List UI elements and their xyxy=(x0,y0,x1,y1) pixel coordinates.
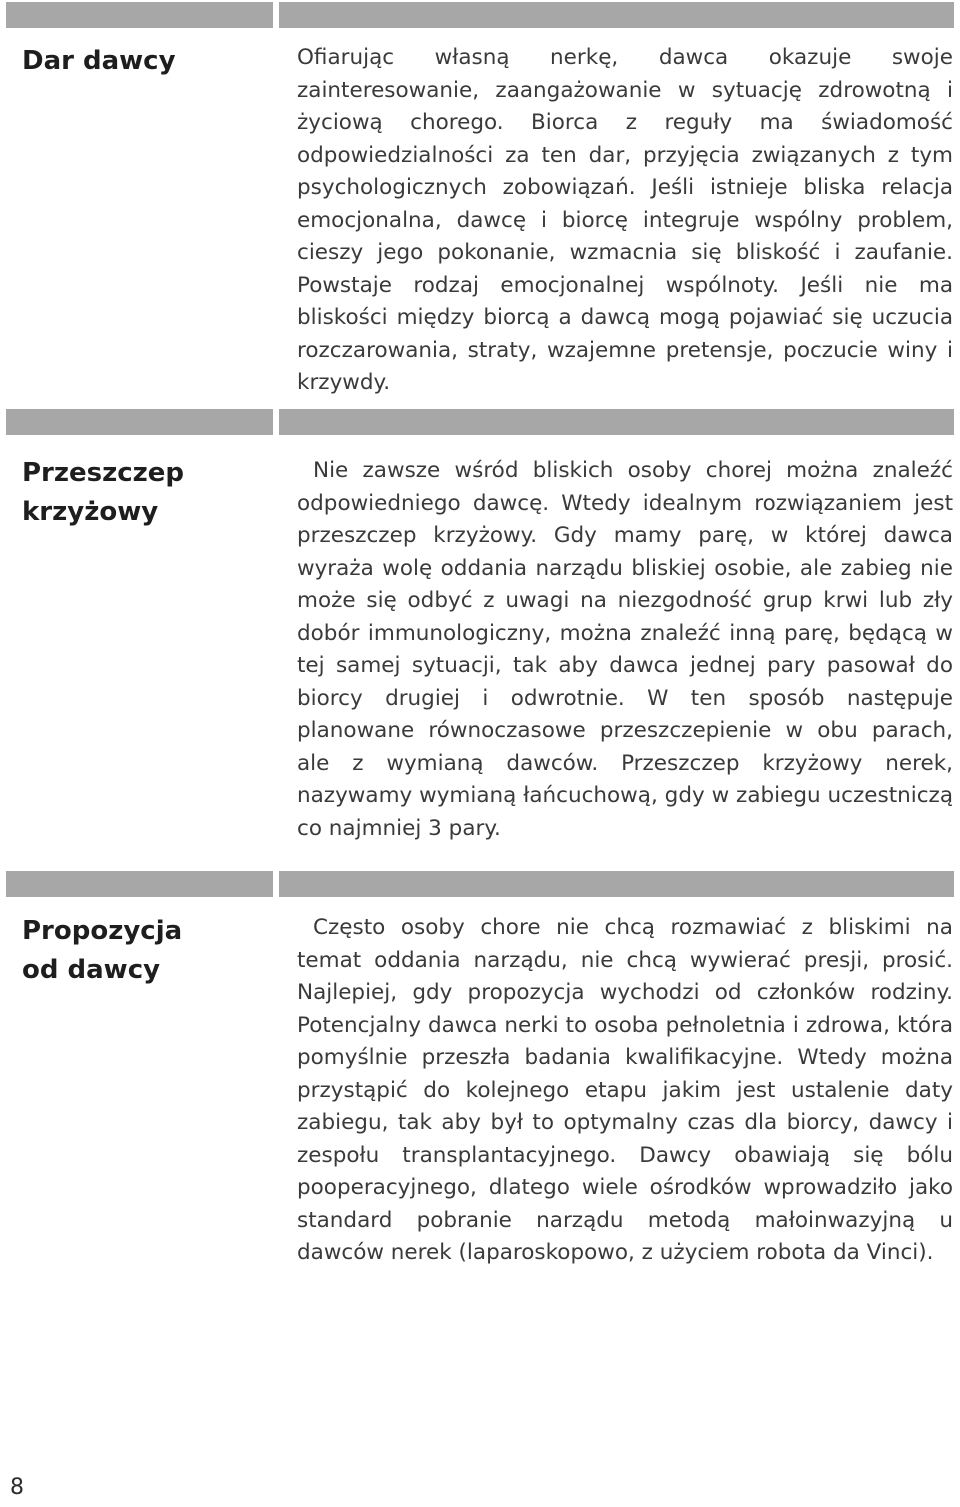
section-2-text: Nie zawsze wśród bliskich osoby chorej można znaleźć odpowiedniego dawcę. Wtedy idealnym rozwiązaniem jest przeszczep krzyżowy. Gdy mamy parę, w której dawca wyraża wolę oddania narządu bliskiej osobie, ale zabieg nie może się odbyć z uwagi na niezgodność grup krwi lub zły dobór immunologiczny, można znaleźć inną parę, będącą w tej samej sytuacji, tak aby dawca jednej pary pasował do biorcy drugiej i odwrotnie. W ten sposób następuje planowane równoczasowe przeszczepienie w obu parach, ale z wymianą dawców. Przeszczep krzyżowy nerek, nazywamy wymianą łańcuchową, gdy w zabiegu uczestniczą co najmniej 3 pary. xyxy=(297,458,953,841)
section-1-bar-right xyxy=(279,2,954,28)
section-3-bar-left xyxy=(6,871,273,897)
section-1-heading: Dar dawcy xyxy=(22,46,176,76)
section-3-text: Często osoby chore nie chcą rozmawiać z bliskimi na temat oddania narządu, nie chcą wywierać presji, prosić. Najlepiej, gdy propozycja wychodzi od członków rodziny. Potencjalny dawca nerki to osoba pełnoletnia i zdrowa, która pomyślnie przeszła badania kwalifikacyjne. Wtedy można przystąpić do kolejnego etapu jakim jest ustalenie daty zabiegu, tak aby był to optymalny czas dla biorcy, dawcy i zespołu transplantacyjnego. Dawcy obawiają się bólu pooperacyjnego, dlatego wiele ośrodków wprowadziło jako standard pobranie narządu metodą małoinwazyjną u dawców nerek (laparoskopowo, z użyciem robota da Vinci). xyxy=(297,915,953,1265)
section-2-heading: Przeszczep krzyżowy xyxy=(22,458,185,527)
section-1-bar-left xyxy=(6,2,273,28)
section-2-bar-right xyxy=(279,409,954,435)
section-3-heading: Propozycja od dawcy xyxy=(22,916,183,985)
section-1-text: Ofiarując własną nerkę, dawca okazuje swoje zainteresowanie, zaangażowanie w sytuację zdrowotną i życiową chorego. Biorca z reguły ma świadomość odpowiedzialności za ten dar, przyjęcia związanych z tym psychologicznych zobowiązań. Jeśli istnieje bliska relacja emocjonalna, dawcę i biorcę integruje wspólny problem, cieszy jego pokonanie, wzmacnia się bliskość i zaufanie. Powstaje rodzaj emocjonalnej wspólnoty. Jeśli nie ma bliskości między biorcą a dawcą mogą pojawiać się uczucia rozczarowania, straty, wzajemne pretensje, poczucie winy i krzywdy. xyxy=(297,45,953,395)
section-3-bar-right xyxy=(279,871,954,897)
page-number: 8 xyxy=(10,1475,24,1500)
section-2-bar-left xyxy=(6,409,273,435)
